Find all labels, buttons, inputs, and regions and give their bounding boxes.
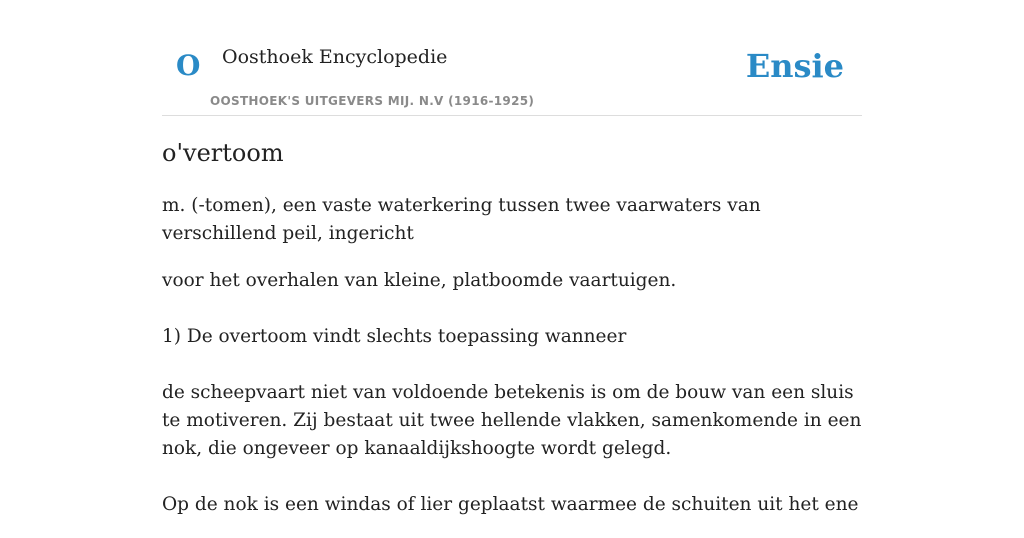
source-publisher: OOSTHOEK'S UITGEVERS MIJ. N.V (1916-1925) [210,94,535,108]
entry-paragraph: Op de nok is een windas of lier geplaatst waarmee de schuiten uit het ene [162,494,859,515]
source-header [162,0,862,116]
entry-body [162,192,862,538]
entry-paragraph: m. (-tomen), een vaste waterkering tussen twee vaarwaters van verschillend peil, ingericht [162,195,761,244]
entry-paragraph: voor het overhalen van kleine, platboomde vaartuigen. [162,270,677,291]
entry-headword: o'vertoom [162,139,284,167]
source-logo: O [176,49,201,82]
entry-paragraph: 1) De overtoom vindt slechts toepassing wanneer [162,326,627,347]
article-page [162,0,862,515]
site-logo-link[interactable]: Ensie [745,47,844,85]
source-title[interactable]: Oosthoek Encyclopedie [222,46,448,68]
entry-paragraph: de scheepvaart niet van voldoende betekenis is om de bouw van een sluis te motiveren. Zij bestaat uit twee hellende vlakken, samenkomende in een nok, die ongeveer op kanaaldijkshoogte wordt gelegd. [162,382,862,459]
